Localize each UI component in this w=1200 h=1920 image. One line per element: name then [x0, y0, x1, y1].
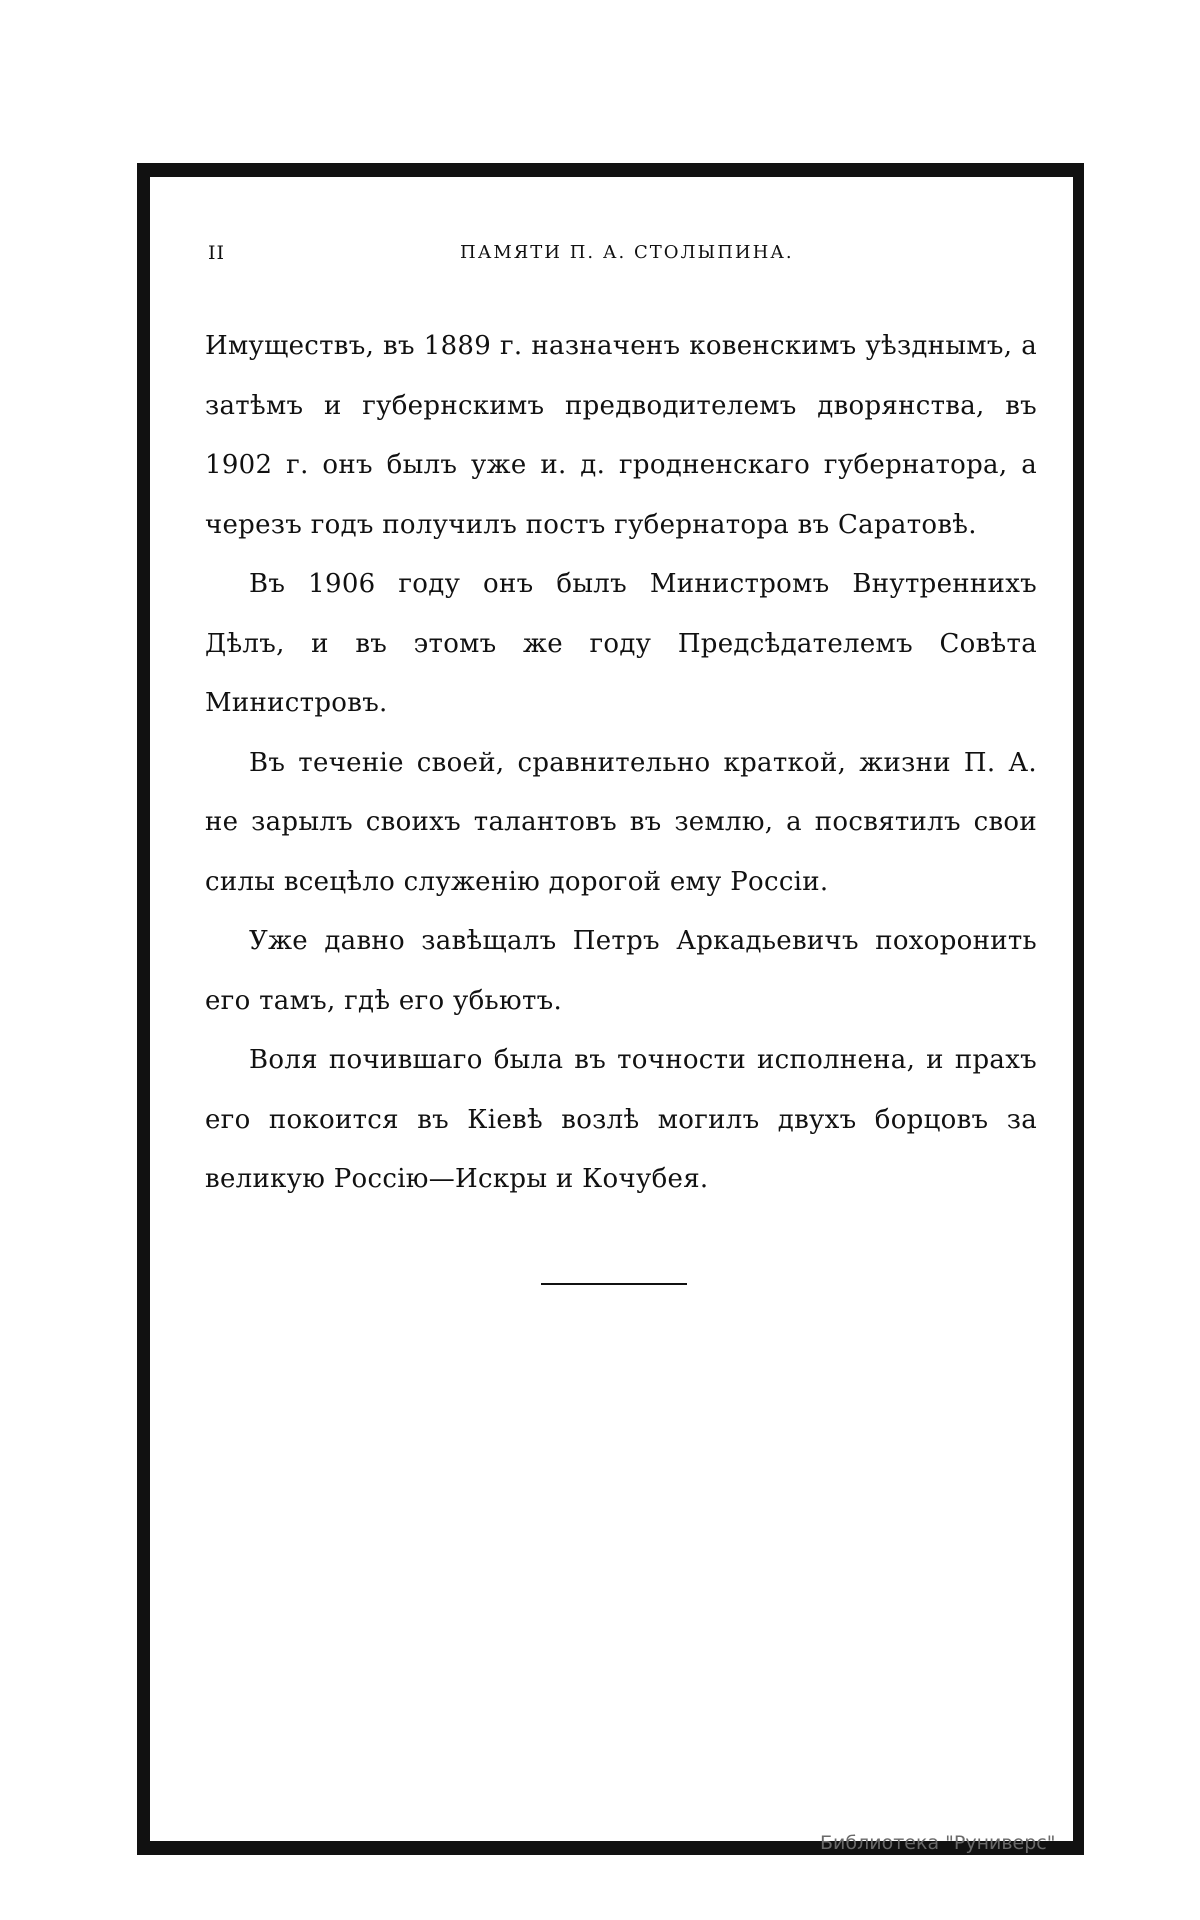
paragraph-minister: Въ 1906 году онъ былъ Министромъ Внутреннихъ Дѣлъ, и въ этомъ же году Предсѣдателемъ Совѣта Министровъ.	[205, 569, 1037, 718]
body-text	[205, 317, 1037, 1210]
paragraph-continuation: Имуществъ, въ 1889 г. назначенъ ковенскимъ уѣзднымъ, а затѣмъ и губернскимъ предводителемъ дворянства, въ 1902 г. онъ былъ уже и. д. гродненскаго губернатора, а черезъ годъ получилъ постъ губернатора въ Саратовѣ.	[205, 331, 1037, 540]
paragraph-testament: Уже давно завѣщалъ Петръ Аркадьевичъ похоронить его тамъ, гдѣ его убьютъ.	[205, 926, 1037, 1016]
paragraph-talents: Въ теченіе своей, сравнительно краткой, жизни П. А. не зарылъ своихъ талантовъ въ землю, а посвятилъ свои силы всецѣло служенію дорогой ему Россіи.	[205, 747, 1037, 897]
paragraph-burial: Воля почившаго была въ точности исполнена, и прахъ его покоится въ Кіевѣ возлѣ могилъ двухъ борцовъ за великую Россію—Искры и Кочубея.	[205, 1045, 1037, 1194]
library-watermark: Библиотека "Руниверс"	[820, 1832, 1056, 1854]
running-title: ПАМЯТИ П. А. СТОЛЫПИНА.	[460, 242, 794, 263]
page-number: II	[208, 242, 226, 264]
closing-rule	[541, 1283, 687, 1285]
